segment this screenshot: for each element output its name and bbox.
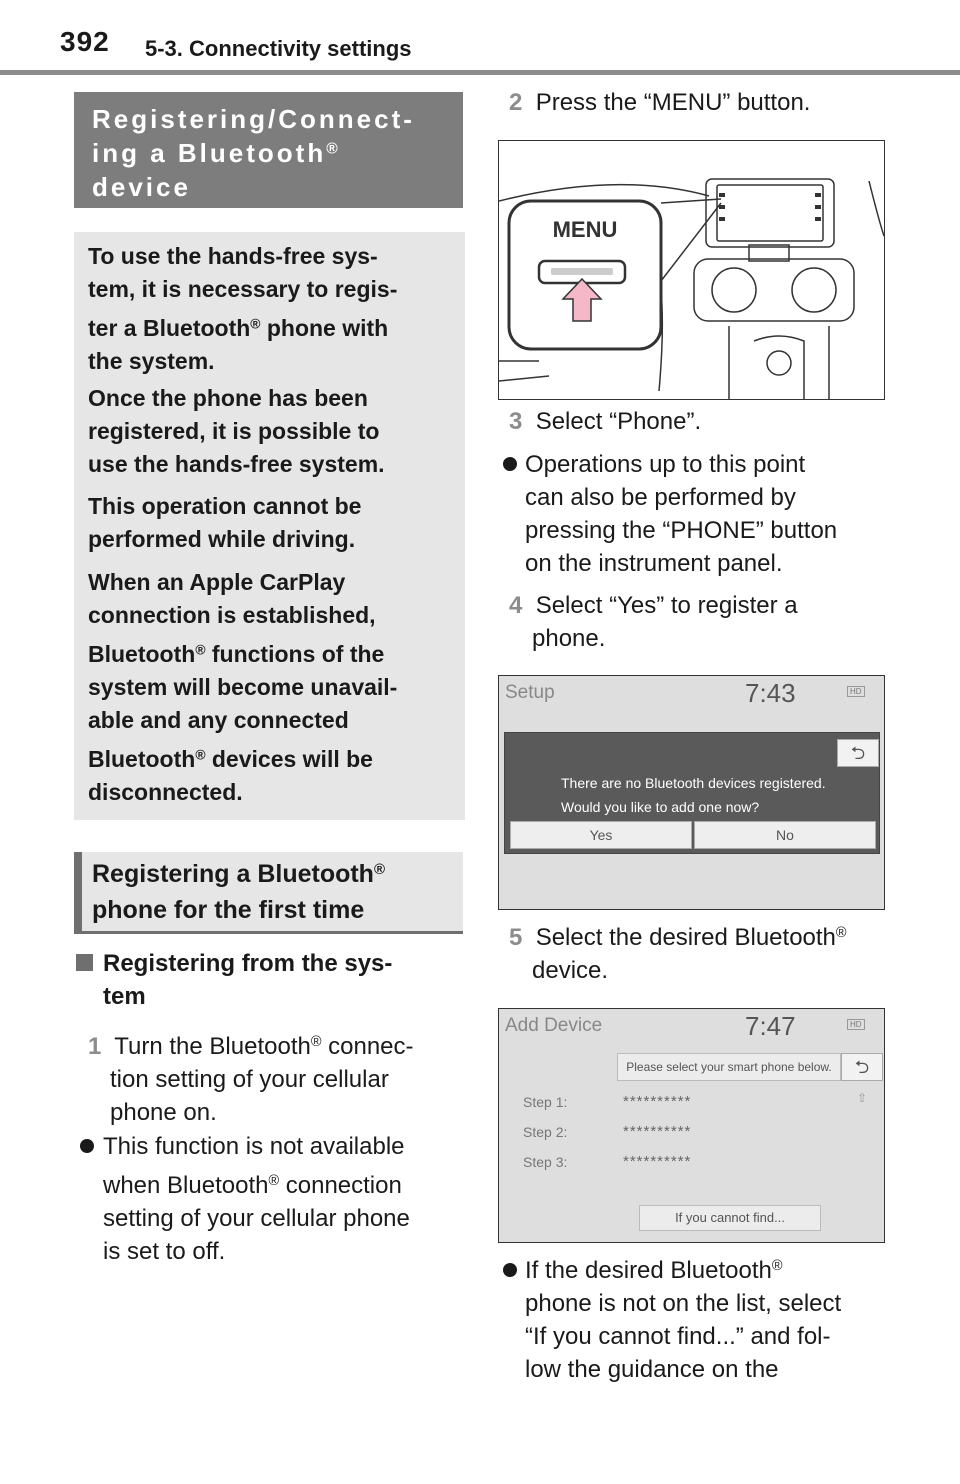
hd-indicator-icon: HD bbox=[847, 1019, 865, 1030]
menu-button-illustration bbox=[498, 140, 885, 400]
square-bullet-icon bbox=[76, 954, 93, 971]
registration-dialog bbox=[504, 732, 880, 854]
bullet-3: If the desired Bluetooth® phone is not on the list, select “If you cannot find...” and fol- low the guidance on the bbox=[525, 1257, 842, 1383]
step-4: 4 Select “Yes” to register a phone. bbox=[509, 592, 798, 652]
dialog-message: There are no Bluetooth devices registered. Would you like to add one now? bbox=[561, 775, 826, 815]
intro-box bbox=[74, 232, 465, 820]
back-button[interactable]: ⮌ bbox=[841, 1053, 883, 1081]
subsection-title-box bbox=[74, 852, 463, 934]
bullet-dot-icon bbox=[503, 1263, 517, 1277]
step-2: 2 Press the “MENU” button. bbox=[509, 89, 811, 116]
bullet-dot-icon bbox=[80, 1139, 94, 1153]
topic-title: Registering/Connect- ing a Bluetooth® device bbox=[92, 104, 415, 202]
setup-screen bbox=[498, 675, 885, 910]
clock-time: 7:43 bbox=[745, 678, 796, 708]
intro-paragraph-1: To use the hands-free sys- tem, it is necessary to regis- ter a Bluetooth® phone with the system. bbox=[88, 243, 398, 374]
registering-heading: Registering from the sys- tem bbox=[76, 947, 456, 1013]
step-labels: Step 1: Step 2: Step 3: bbox=[523, 1094, 568, 1170]
add-device-screen bbox=[498, 1008, 885, 1243]
scroll-up-icon[interactable]: ⇧ bbox=[857, 1091, 868, 1105]
add-device-screen-title: Add Device bbox=[505, 1015, 603, 1036]
subsection-title: Registering a Bluetooth® phone for the first time bbox=[92, 860, 386, 924]
page-number: 392 bbox=[60, 26, 110, 57]
setup-screen-title: Setup bbox=[505, 682, 555, 703]
clock-time: 7:47 bbox=[745, 1011, 796, 1041]
step-5: 5 Select the desired Bluetooth® device. bbox=[509, 924, 847, 984]
bullet-2: Operations up to this point can also be performed by pressing the “PHONE” button on the instrument panel. bbox=[525, 451, 838, 577]
intro-paragraph-3: This operation cannot be performed while driving. bbox=[88, 493, 362, 552]
yes-button[interactable]: Yes bbox=[510, 821, 692, 849]
intro-paragraph-4: When an Apple CarPlay connection is established, Bluetooth® functions of the system will become unavail- able and any connected Bluetooth® devices will be disconnected. bbox=[88, 569, 398, 805]
cannot-find-button[interactable]: If you cannot find... bbox=[639, 1205, 821, 1231]
back-button[interactable]: ⮌ bbox=[837, 739, 879, 767]
step-3: 3 Select “Phone”. bbox=[509, 408, 702, 435]
menu-label: MENU bbox=[552, 217, 618, 242]
step-1: 1 Turn the Bluetooth® connec- tion setting of your cellular phone on. bbox=[88, 1033, 414, 1126]
bullet-dot-icon bbox=[503, 457, 517, 471]
header-divider bbox=[0, 70, 960, 75]
dashboard-drawing bbox=[499, 141, 884, 399]
no-button[interactable]: No bbox=[694, 821, 876, 849]
intro-paragraph-2: Once the phone has been registered, it is possible to use the hands-free system. bbox=[88, 385, 385, 477]
section-title: 5-3. Connectivity settings bbox=[145, 36, 412, 61]
hd-indicator-icon: HD bbox=[847, 686, 865, 697]
bullet-1: This function is not available when Bluetooth® connection setting of your cellular phone is set to off. bbox=[103, 1133, 410, 1265]
select-phone-prompt: Please select your smart phone below. bbox=[617, 1053, 841, 1081]
topic-title-box bbox=[74, 92, 463, 208]
step-values: ********** ********** ********** bbox=[623, 1093, 692, 1170]
